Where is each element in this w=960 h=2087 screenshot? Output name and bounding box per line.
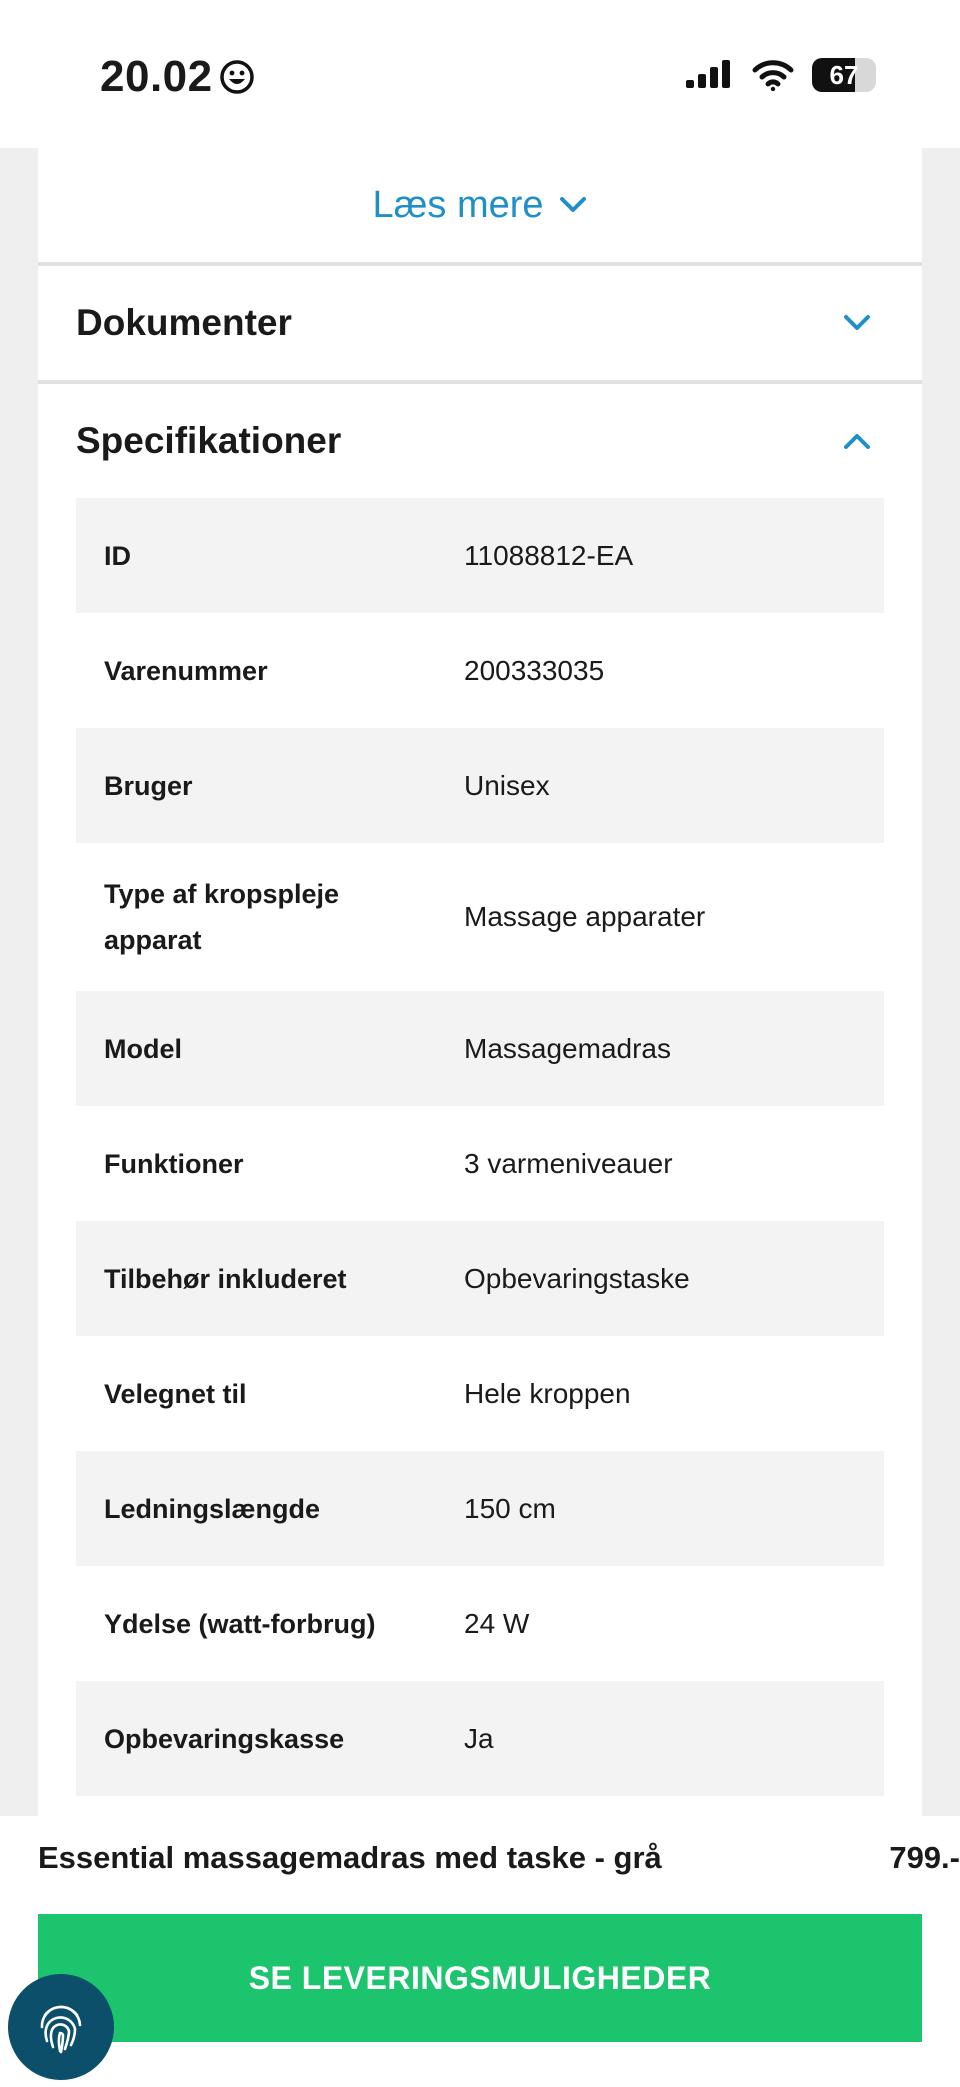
- spec-row: [76, 728, 884, 843]
- status-time-group: [100, 52, 255, 102]
- spec-label: Funktioner: [104, 1148, 244, 1179]
- wifi-icon: [752, 59, 794, 91]
- fingerprint-icon: [31, 1997, 91, 2057]
- fingerprint-button[interactable]: [8, 1974, 114, 2080]
- spec-value: 3 varmeniveauer: [464, 1147, 673, 1179]
- spec-value: 24 W: [464, 1607, 530, 1639]
- spec-value: Massagemadras: [464, 1032, 671, 1064]
- cellular-signal-icon: [686, 60, 734, 90]
- chevron-down-icon: [558, 195, 588, 215]
- specifications-title: Specifikationer: [76, 420, 342, 461]
- spec-value: Massage apparater: [464, 901, 706, 932]
- specifications-accordion-header[interactable]: [38, 384, 922, 498]
- spec-label: Tilbehør inkluderet: [104, 1263, 347, 1294]
- spec-label: Type af kropspleje apparat: [104, 879, 340, 955]
- spec-row: [76, 991, 884, 1106]
- read-more-label: Læs mere: [372, 183, 544, 226]
- chevron-down-icon: [842, 313, 872, 333]
- spec-value: Hele kroppen: [464, 1377, 631, 1409]
- smiley-icon: [219, 59, 255, 95]
- sticky-purchase-bar: [0, 1816, 960, 2087]
- documents-title: Dokumenter: [76, 302, 292, 343]
- battery-percent: 67: [829, 59, 859, 90]
- spec-label: ID: [104, 540, 131, 571]
- spec-value: 200333035: [464, 654, 605, 686]
- spec-label: Opbevaringskasse: [104, 1723, 345, 1754]
- spec-value: Unisex: [464, 769, 550, 801]
- product-details-card: [38, 148, 922, 1816]
- product-price: 799.-: [889, 1840, 960, 1875]
- spec-label: Varenummer: [104, 655, 268, 686]
- status-bar: [0, 0, 960, 148]
- spec-label: Velegnet til: [104, 1378, 247, 1409]
- status-time: 20.02: [100, 52, 213, 101]
- status-indicators: [686, 58, 876, 92]
- spec-row: [76, 1336, 884, 1451]
- product-summary: [38, 1840, 960, 1876]
- spec-row: [76, 843, 884, 991]
- spec-label: Bruger: [104, 770, 193, 801]
- chevron-up-icon: [842, 431, 872, 451]
- read-more-link[interactable]: [38, 148, 922, 262]
- spec-row: [76, 498, 884, 613]
- spec-value: 150 cm: [464, 1492, 556, 1524]
- spec-row: [76, 1566, 884, 1681]
- spec-label: Ydelse (watt-forbrug): [104, 1608, 376, 1639]
- page-content[interactable]: [0, 148, 960, 1816]
- specifications-table: [76, 498, 884, 1796]
- product-name: Essential massagemadras med taske - grå: [38, 1840, 662, 1875]
- spec-label: Ledningslængde: [104, 1493, 320, 1524]
- spec-row: [76, 1106, 884, 1221]
- battery-icon: [812, 58, 876, 92]
- spec-row: [76, 1681, 884, 1796]
- spec-row: [76, 1221, 884, 1336]
- spec-row: [76, 1451, 884, 1566]
- spec-row: [76, 613, 884, 728]
- see-delivery-options-button[interactable]: SE LEVERINGSMULIGHEDER: [38, 1914, 922, 2042]
- spec-value: Opbevaringstaske: [464, 1262, 690, 1294]
- documents-accordion-header[interactable]: [38, 266, 922, 380]
- spec-label: Model: [104, 1033, 182, 1064]
- spec-value: 11088812-EA: [464, 539, 634, 571]
- spec-value: Ja: [464, 1722, 494, 1754]
